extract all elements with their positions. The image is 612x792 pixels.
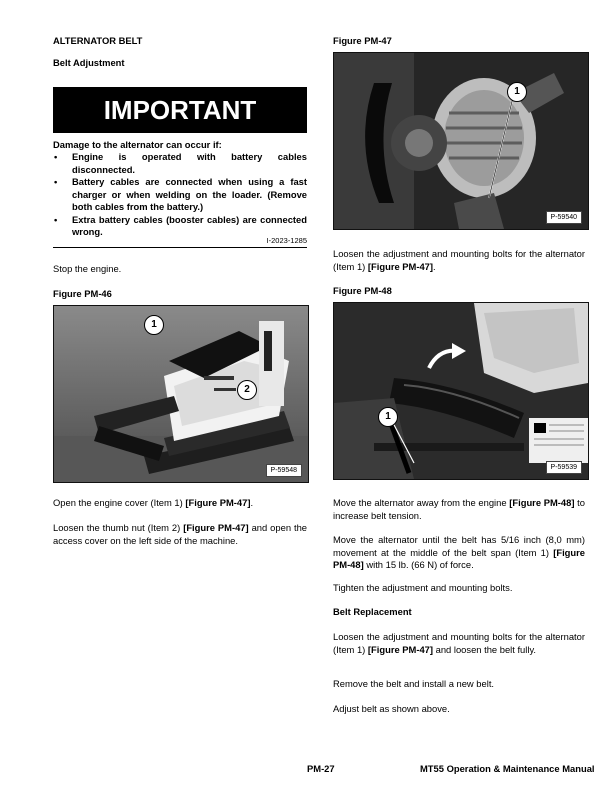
important-list <box>53 151 307 239</box>
callout-1: 1 <box>378 407 398 427</box>
manual-title: MT55 Operation & Maintenance Manual <box>420 763 595 774</box>
para-move-alternator: Move the alternator away from the engine [Figure PM-48] to increase belt tension. <box>333 497 585 521</box>
para-open-cover: Open the engine cover (Item 1) [Figure PM-47]. <box>53 497 254 508</box>
stop-engine-text: Stop the engine. <box>53 263 122 274</box>
section-title: ALTERNATOR BELT <box>53 35 143 46</box>
callout-2: 2 <box>237 380 257 400</box>
figure-pm46-photo <box>53 305 309 483</box>
figure-pm47-label: Figure PM-47 <box>333 35 392 46</box>
para-thumb-nut: Loosen the thumb nut (Item 2) [Figure PM-47] and open the access cover on the left side of the machine. <box>53 522 307 546</box>
para-belt-movement: Move the alternator until the belt has 5/16 inch (8,0 mm) movement at the middle of the belt span (Item 1) [Figure PM-48] with 15 lb. (66 N) of force. <box>333 534 585 570</box>
para-loosen-bolts: Loosen the adjustment and mounting bolts for the alternator (Item 1) [Figure PM-47]. <box>333 248 585 272</box>
belt-span-photo-graphic <box>334 303 588 479</box>
alternator-photo-graphic <box>334 53 588 229</box>
para-remove-belt: Remove the belt and install a new belt. <box>333 678 495 689</box>
important-code: I-2023-1285 <box>266 236 307 245</box>
callout-1: 1 <box>507 82 527 102</box>
figure-pm47-photo <box>333 52 589 230</box>
important-item: • Extra battery cables (booster cables) are connected wrong. <box>53 214 307 239</box>
para-tighten: Tighten the adjustment and mounting bolts. <box>333 582 513 593</box>
important-divider <box>53 247 307 248</box>
para-loosen-belt: Loosen the adjustment and mounting bolts for the alternator (Item 1) [Figure PM-47] and loosen the belt fully. <box>333 631 585 655</box>
photo-id: P-59539 <box>546 461 582 474</box>
important-item: • Engine is operated with battery cables disconnected. <box>53 151 307 176</box>
photo-id: P-59548 <box>266 464 302 477</box>
page-number: PM-27 <box>307 763 335 774</box>
figure-pm48-label: Figure PM-48 <box>333 285 392 296</box>
callout-1: 1 <box>144 315 164 335</box>
important-banner: IMPORTANT <box>53 87 307 133</box>
loader-photo-graphic <box>54 306 308 482</box>
photo-id: P-59540 <box>546 211 582 224</box>
belt-replacement-title: Belt Replacement <box>333 606 412 617</box>
important-lead: Damage to the alternator can occur if: <box>53 139 222 150</box>
subsection-title: Belt Adjustment <box>53 57 125 68</box>
figure-pm46-label: Figure PM-46 <box>53 288 112 299</box>
figure-pm48-photo <box>333 302 589 480</box>
para-adjust-belt: Adjust belt as shown above. <box>333 703 450 714</box>
important-item: • Battery cables are connected when using a fast charger or when welding on the loader. (Remove both cables from the battery.) <box>53 176 307 214</box>
